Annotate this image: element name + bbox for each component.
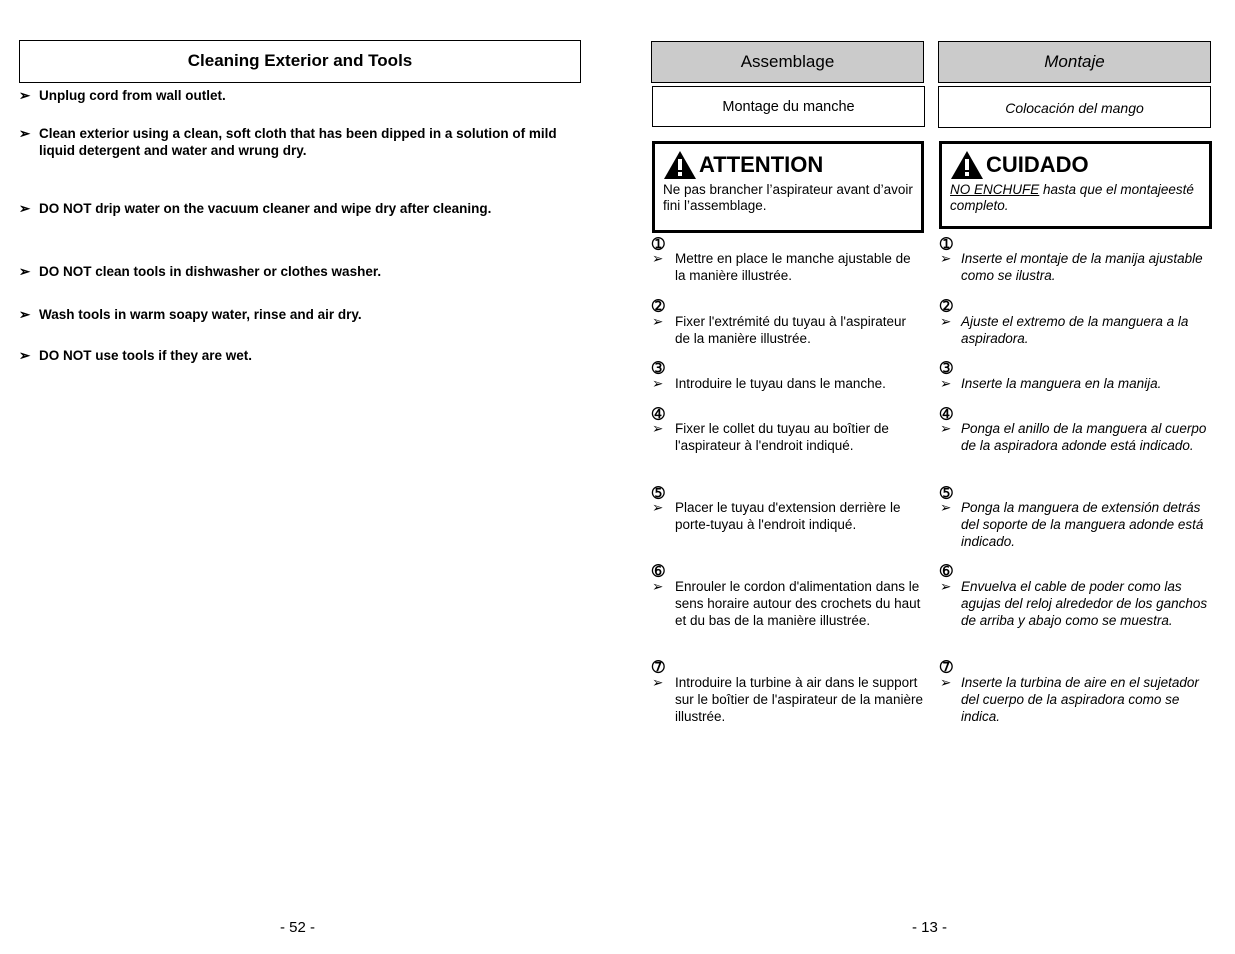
step-number: ➅	[940, 563, 953, 580]
step-number: ➃	[652, 406, 665, 423]
step-text: ➢ Mettre en place le manche ajustable de la manière illustrée.	[652, 251, 911, 283]
step-text: ➢ Ponga el anillo de la manguera al cuerpo de la aspiradora adonde está indicado.	[940, 421, 1207, 453]
step-number: ➂	[940, 360, 953, 377]
arrow-bullet-icon: ➢	[652, 421, 664, 436]
step-number: ➄	[940, 485, 953, 502]
warning-text: Ne pas brancher l’aspirateur avant d’avoir fini l’assemblage.	[663, 182, 913, 213]
step-text: ➢ Inserte la manguera en la manija.	[940, 376, 1162, 391]
spanish-header	[938, 41, 1211, 83]
step-number: ➆	[652, 659, 665, 676]
arrow-bullet-icon: ➢	[19, 307, 31, 322]
step-number: ➂	[652, 360, 665, 377]
warning-triangle-icon	[663, 150, 697, 180]
warning-emphasis: NO ENCHUFE	[950, 182, 1040, 197]
spanish-subheader	[938, 86, 1211, 128]
warning-title: ATTENTION	[699, 152, 824, 177]
spanish-subheader-title: Colocación del mango	[1005, 100, 1144, 116]
step-text: ➢ Ponga la manguera de extensión detrás del soporte de la manguera adonde está indicado.	[940, 500, 1204, 549]
page-number-right: - 13 -	[912, 919, 948, 936]
cleaning-section-header	[19, 40, 581, 83]
step-text: ➢ Introduire le tuyau dans le manche.	[652, 376, 886, 391]
arrow-bullet-icon: ➢	[19, 348, 31, 363]
arrow-bullet-icon: ➢	[940, 675, 952, 690]
list-item: ➢ Clean exterior using a clean, soft cloth that has been dipped in a solution of mild liquid detergent and water and wrung dry.	[19, 126, 557, 158]
arrow-bullet-icon: ➢	[19, 88, 31, 103]
arrow-bullet-icon: ➢	[19, 126, 31, 141]
list-item: ➢ Wash tools in warm soapy water, rinse and air dry.	[19, 307, 362, 322]
step-text: ➢ Placer le tuyau d'extension derrière le porte-tuyau à l'endroit indiqué.	[652, 500, 901, 532]
step-number: ➁	[940, 298, 953, 315]
step-number: ➄	[652, 485, 665, 502]
arrow-bullet-icon: ➢	[652, 579, 664, 594]
warning-text: NO ENCHUFE hasta que el montajeesté completo.	[950, 182, 1194, 213]
step-text: ➢ Ajuste el extremo de la manguera a la aspiradora.	[940, 314, 1189, 346]
step-text: ➢ Enrouler le cordon d'alimentation dans le sens horaire autour des crochets du haut et du bas de la manière illustrée.	[652, 579, 921, 628]
step-text: ➢ Inserte el montaje de la manija ajustable como se ilustra.	[940, 251, 1203, 283]
french-subheader-title: Montage du manche	[722, 99, 855, 115]
step-number: ➃	[940, 406, 953, 423]
french-subheader	[652, 86, 925, 127]
arrow-bullet-icon: ➢	[652, 251, 664, 266]
step-number: ➅	[652, 563, 665, 580]
step-text: ➢ Envuelva el cable de poder como las agujas del reloj alrededor de los ganchos de arriba y abajo como se muestra.	[940, 579, 1208, 628]
step-number: ➀	[652, 236, 665, 253]
arrow-bullet-icon: ➢	[940, 376, 952, 391]
french-warning-box	[652, 141, 924, 233]
arrow-bullet-icon: ➢	[652, 376, 664, 391]
list-item: ➢ Unplug cord from wall outlet.	[19, 88, 226, 103]
step-text: ➢ Introduire la turbine à air dans le support sur le boîtier de l'aspirateur de la manière illustrée.	[652, 675, 923, 724]
french-header-title: Assemblage	[740, 52, 835, 71]
arrow-bullet-icon: ➢	[940, 251, 952, 266]
arrow-bullet-icon: ➢	[940, 314, 952, 329]
warning-triangle-icon	[950, 150, 984, 180]
step-number: ➁	[652, 298, 665, 315]
arrow-bullet-icon: ➢	[940, 500, 952, 515]
step-text: ➢ Inserte la turbina de aire en el sujetador del cuerpo de la aspiradora como se indica.	[940, 675, 1199, 724]
arrow-bullet-icon: ➢	[19, 264, 31, 279]
step-number: ➆	[940, 659, 953, 676]
list-item: ➢ DO NOT use tools if they are wet.	[19, 348, 253, 363]
list-item: ➢ DO NOT clean tools in dishwasher or clothes washer.	[19, 264, 382, 279]
arrow-bullet-icon: ➢	[652, 675, 664, 690]
step-text: ➢ Fixer l'extrémité du tuyau à l'aspirateur de la manière illustrée.	[652, 314, 907, 346]
list-item: ➢ DO NOT drip water on the vacuum cleaner and wipe dry after cleaning.	[19, 201, 492, 216]
step-text: ➢ Fixer le collet du tuyau au boîtier de l'aspirateur à l'endroit indiqué.	[652, 421, 889, 453]
spanish-warning-box	[939, 141, 1212, 229]
section-title: Cleaning Exterior and Tools	[187, 51, 413, 70]
warning-title: CUIDADO	[986, 152, 1089, 177]
arrow-bullet-icon: ➢	[19, 201, 31, 216]
arrow-bullet-icon: ➢	[652, 500, 664, 515]
french-header	[651, 41, 924, 83]
step-number: ➀	[940, 236, 953, 253]
arrow-bullet-icon: ➢	[940, 579, 952, 594]
arrow-bullet-icon: ➢	[940, 421, 952, 436]
arrow-bullet-icon: ➢	[652, 314, 664, 329]
spanish-header-title: Montaje	[1044, 52, 1105, 71]
page-number-left: - 52 -	[280, 919, 316, 936]
